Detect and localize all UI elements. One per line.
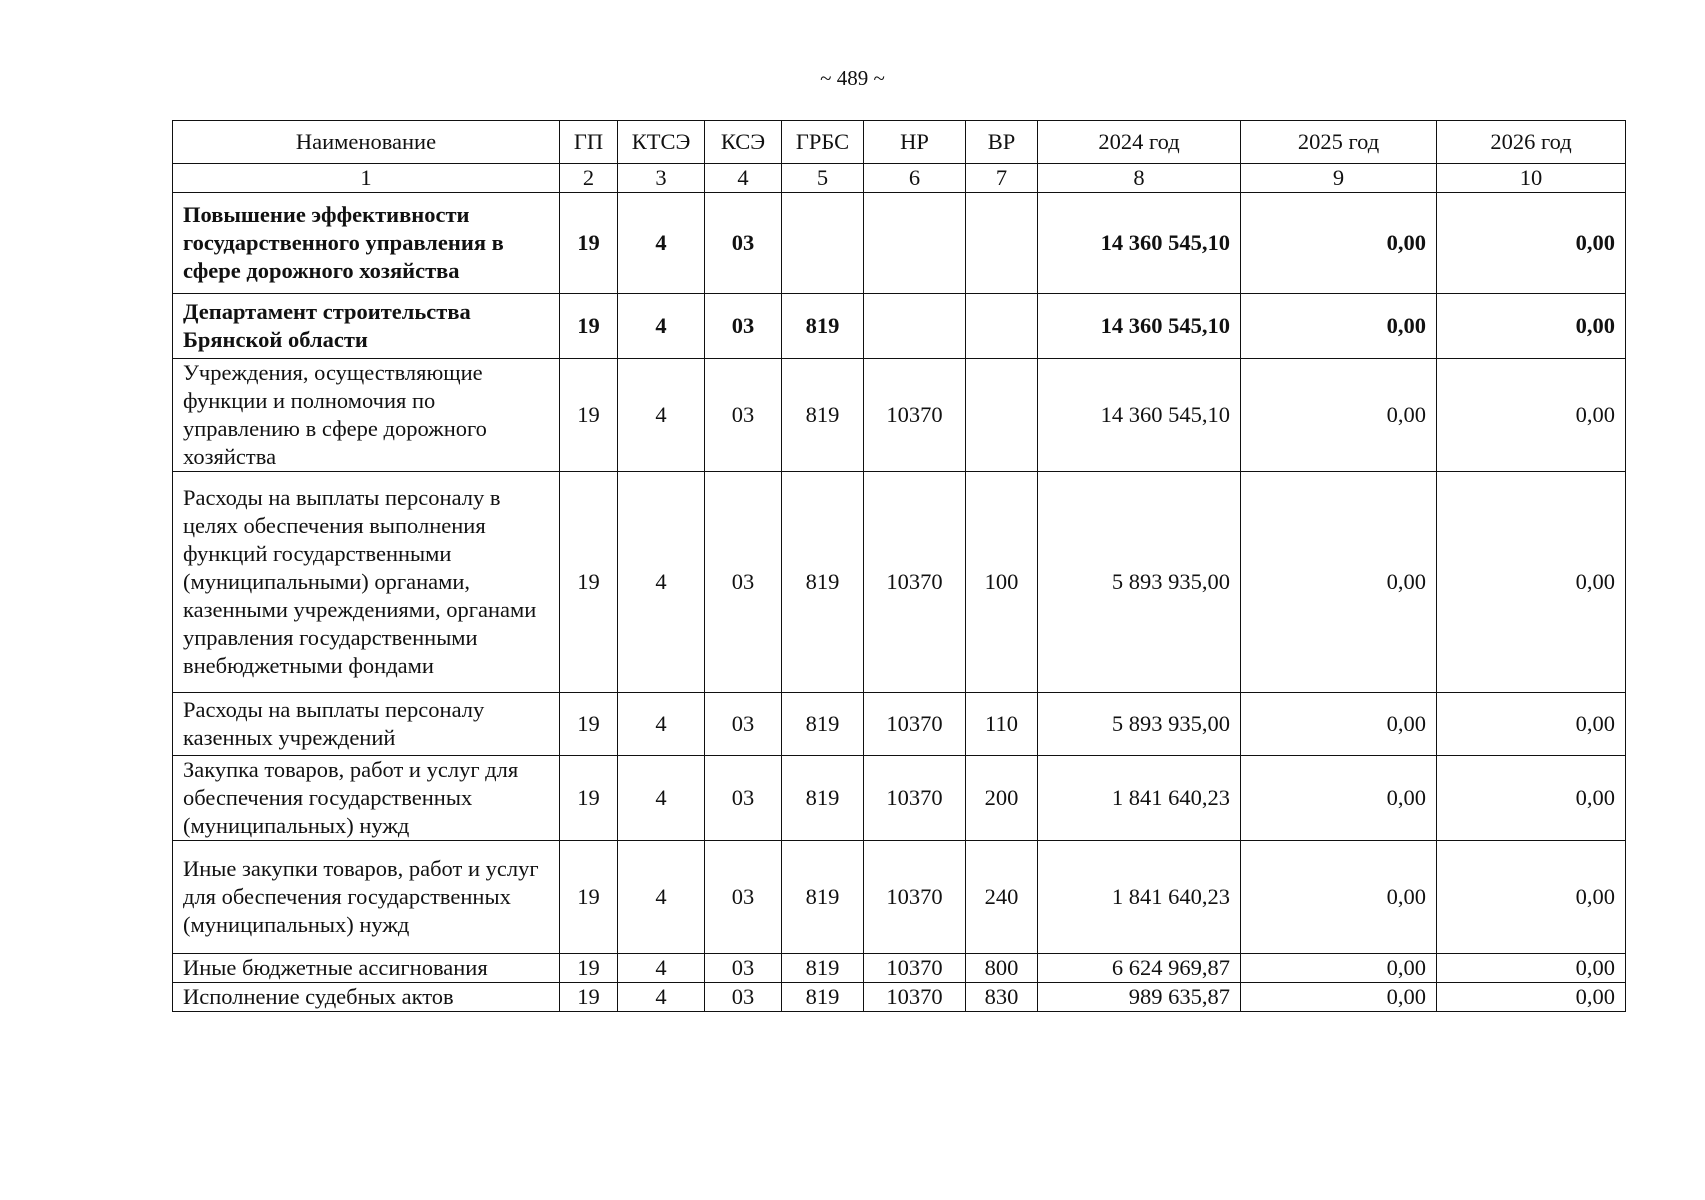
cell-nr xyxy=(864,193,966,294)
cell-2024: 14 360 545,10 xyxy=(1038,359,1241,472)
cell-gp: 19 xyxy=(560,841,618,954)
table-row xyxy=(173,359,1626,472)
cell-nr xyxy=(864,294,966,359)
cell-2026: 0,00 xyxy=(1437,954,1626,983)
cell-grbs: 819 xyxy=(782,756,864,841)
table-row xyxy=(173,756,1626,841)
cell-2024: 5 893 935,00 xyxy=(1038,472,1241,693)
cell-vr: 830 xyxy=(966,983,1038,1012)
table-row xyxy=(173,983,1626,1012)
cell-ktse: 4 xyxy=(618,472,705,693)
cell-ktse: 4 xyxy=(618,954,705,983)
cell-vr xyxy=(966,294,1038,359)
header-kse: КСЭ xyxy=(705,121,782,164)
cell-2026: 0,00 xyxy=(1437,983,1626,1012)
cell-kse: 03 xyxy=(705,756,782,841)
column-index: 5 xyxy=(782,164,864,193)
row-name: Повышение эффективности государственного управления в сфере дорожного хозяйства xyxy=(173,193,560,294)
column-index: 9 xyxy=(1241,164,1437,193)
cell-grbs xyxy=(782,193,864,294)
cell-gp: 19 xyxy=(560,294,618,359)
row-name: Закупка товаров, работ и услуг для обеспечения государственных (муниципальных) нужд xyxy=(173,756,560,841)
cell-kse: 03 xyxy=(705,693,782,756)
cell-kse: 03 xyxy=(705,193,782,294)
table-row xyxy=(173,472,1626,693)
cell-ktse: 4 xyxy=(618,841,705,954)
cell-vr: 200 xyxy=(966,756,1038,841)
row-name: Учреждения, осуществляющие функции и полномочия по управлению в сфере дорожного хозяйства xyxy=(173,359,560,472)
row-name: Расходы на выплаты персоналу казенных учреждений xyxy=(173,693,560,756)
cell-2024: 14 360 545,10 xyxy=(1038,294,1241,359)
cell-vr: 100 xyxy=(966,472,1038,693)
cell-vr: 800 xyxy=(966,954,1038,983)
cell-2026: 0,00 xyxy=(1437,359,1626,472)
column-index: 10 xyxy=(1437,164,1626,193)
header-row xyxy=(173,121,1626,164)
cell-2024: 1 841 640,23 xyxy=(1038,841,1241,954)
header-name: Наименование xyxy=(173,121,560,164)
header-2026: 2026 год xyxy=(1437,121,1626,164)
cell-2026: 0,00 xyxy=(1437,294,1626,359)
row-name: Департамент строительства Брянской области xyxy=(173,294,560,359)
page-number: ~ 489 ~ xyxy=(820,66,885,90)
cell-grbs: 819 xyxy=(782,841,864,954)
cell-vr xyxy=(966,193,1038,294)
budget-table xyxy=(172,120,1626,1012)
table-row xyxy=(173,954,1626,983)
cell-ktse: 4 xyxy=(618,756,705,841)
header-2025: 2025 год xyxy=(1241,121,1437,164)
cell-kse: 03 xyxy=(705,294,782,359)
cell-2025: 0,00 xyxy=(1241,359,1437,472)
cell-grbs: 819 xyxy=(782,294,864,359)
cell-kse: 03 xyxy=(705,983,782,1012)
cell-2025: 0,00 xyxy=(1241,472,1437,693)
cell-nr: 10370 xyxy=(864,756,966,841)
cell-2025: 0,00 xyxy=(1241,693,1437,756)
cell-nr: 10370 xyxy=(864,841,966,954)
table-row xyxy=(173,294,1626,359)
header-ktse: КТСЭ xyxy=(618,121,705,164)
cell-kse: 03 xyxy=(705,359,782,472)
cell-2025: 0,00 xyxy=(1241,841,1437,954)
header-gp: ГП xyxy=(560,121,618,164)
cell-grbs: 819 xyxy=(782,983,864,1012)
cell-2024: 1 841 640,23 xyxy=(1038,756,1241,841)
cell-ktse: 4 xyxy=(618,193,705,294)
column-index: 1 xyxy=(173,164,560,193)
table-row xyxy=(173,693,1626,756)
table-row xyxy=(173,841,1626,954)
cell-2026: 0,00 xyxy=(1437,693,1626,756)
cell-2024: 14 360 545,10 xyxy=(1038,193,1241,294)
cell-grbs: 819 xyxy=(782,954,864,983)
cell-ktse: 4 xyxy=(618,294,705,359)
header-2024: 2024 год xyxy=(1038,121,1241,164)
row-name: Расходы на выплаты персоналу в целях обеспечения выполнения функций государственными (муниципальными) органами, казенными учреждениями, органами управления государственными внебюджетными фондами xyxy=(173,472,560,693)
cell-nr: 10370 xyxy=(864,693,966,756)
cell-grbs: 819 xyxy=(782,359,864,472)
cell-gp: 19 xyxy=(560,693,618,756)
column-index: 3 xyxy=(618,164,705,193)
header-vr: ВР xyxy=(966,121,1038,164)
column-index: 7 xyxy=(966,164,1038,193)
cell-2025: 0,00 xyxy=(1241,756,1437,841)
cell-ktse: 4 xyxy=(618,359,705,472)
cell-2026: 0,00 xyxy=(1437,193,1626,294)
column-index-row xyxy=(173,164,1626,193)
column-index: 2 xyxy=(560,164,618,193)
cell-ktse: 4 xyxy=(618,693,705,756)
header-nr: НР xyxy=(864,121,966,164)
cell-nr: 10370 xyxy=(864,983,966,1012)
cell-vr xyxy=(966,359,1038,472)
row-name: Иные закупки товаров, работ и услуг для обеспечения государственных (муниципальных) нужд xyxy=(173,841,560,954)
cell-ktse: 4 xyxy=(618,983,705,1012)
cell-2024: 6 624 969,87 xyxy=(1038,954,1241,983)
cell-gp: 19 xyxy=(560,193,618,294)
cell-grbs: 819 xyxy=(782,472,864,693)
cell-gp: 19 xyxy=(560,756,618,841)
cell-2025: 0,00 xyxy=(1241,193,1437,294)
cell-2025: 0,00 xyxy=(1241,983,1437,1012)
cell-2025: 0,00 xyxy=(1241,954,1437,983)
cell-2026: 0,00 xyxy=(1437,472,1626,693)
cell-grbs: 819 xyxy=(782,693,864,756)
cell-kse: 03 xyxy=(705,841,782,954)
cell-gp: 19 xyxy=(560,954,618,983)
column-index: 6 xyxy=(864,164,966,193)
column-index: 4 xyxy=(705,164,782,193)
cell-vr: 110 xyxy=(966,693,1038,756)
table-row xyxy=(173,193,1626,294)
row-name: Иные бюджетные ассигнования xyxy=(173,954,560,983)
cell-2025: 0,00 xyxy=(1241,294,1437,359)
cell-kse: 03 xyxy=(705,954,782,983)
cell-kse: 03 xyxy=(705,472,782,693)
cell-nr: 10370 xyxy=(864,359,966,472)
cell-2026: 0,00 xyxy=(1437,756,1626,841)
cell-gp: 19 xyxy=(560,983,618,1012)
cell-2024: 989 635,87 xyxy=(1038,983,1241,1012)
cell-vr: 240 xyxy=(966,841,1038,954)
column-index: 8 xyxy=(1038,164,1241,193)
cell-2024: 5 893 935,00 xyxy=(1038,693,1241,756)
cell-2026: 0,00 xyxy=(1437,841,1626,954)
header-grbs: ГРБС xyxy=(782,121,864,164)
cell-gp: 19 xyxy=(560,359,618,472)
cell-nr: 10370 xyxy=(864,472,966,693)
row-name: Исполнение судебных актов xyxy=(173,983,560,1012)
cell-nr: 10370 xyxy=(864,954,966,983)
cell-gp: 19 xyxy=(560,472,618,693)
